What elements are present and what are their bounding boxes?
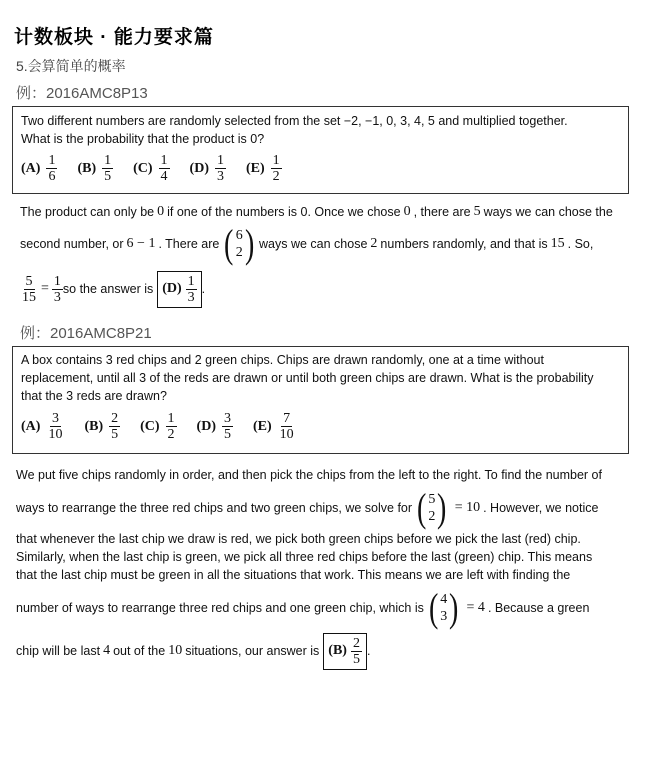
binomial: ( 5 2 ) [417,485,447,530]
solution-line: Similarly, when the last chip is green, we pick all three red chips before the last (green) chip. This means [16,550,593,564]
solution-line: number of ways to rearrange three red chips and one green chip, which is ( 4 3 ) = 4 . Because a green [16,585,590,630]
choice-e: (E) $\frac{1}{2}$ [245,153,280,184]
problem-text-line: that the 3 reds are drawn? [21,389,167,403]
solution-line: second number, or 6 − 1 . There are ( 6 2 ) ways we can chose 2 numbers randomly, and that is 15 . So, [20,221,594,266]
choice-d: (D) $\frac{1}{3}$ [189,153,224,184]
answer-choices [21,411,316,442]
choice-c: (C) $\frac{1}{2}$ [140,411,175,442]
solution-line: that the last chip must be green in all the situations that work. This means we are left with finding the [16,568,571,582]
answer-box: (D) $\frac{1}{3}$ [157,271,201,308]
choice-a: (A) $\frac{3}{10}$ [21,411,63,442]
solution-line: chip will be last 4 out of the 10 situations, our answer is (B) $\frac{2}{5}$ . [16,630,370,672]
solution-line: The product can only be 0 if one of the numbers is 0. Once we chose 0 , there are 5 ways we can chose the [20,204,613,219]
choice-b: (B) $\frac{2}{5}$ [84,411,119,442]
example-label-2: 例：2016AMC8P21 [20,325,152,342]
choice-a: (A) $\frac{1}{6}$ [21,153,56,184]
binomial: ( 6 2 ) [224,221,255,266]
problem-text-line: Two different numbers are randomly selected from the set −2, −1, 0, 3, 4, 5 and multiplied together. [21,114,568,128]
choice-c: (C) $\frac{1}{4}$ [133,153,168,184]
solution-line: $\frac{5}{15}$ = $\frac{1}{3}$ so the answer is (D) $\frac{1}{3}$ . [20,268,205,310]
binomial: ( 4 3 ) [428,585,459,630]
problem-text-line: A box contains 3 red chips and 2 green chips. Chips are drawn randomly, one at a time without [21,353,544,367]
answer-choices [21,153,302,184]
choice-b: (B) $\frac{1}{5}$ [77,153,112,184]
problem-text-line: What is the probability that the product is 0? [21,132,265,146]
page-title: 计数板块 · 能力要求篇 [14,27,214,48]
solution-line: We put five chips randomly in order, and then pick the chips from the left to the right. To find the number of [16,468,602,482]
section-subtitle: 5.会算简单的概率 [16,58,126,74]
solution-line: that whenever the last chip we draw is red, we pick both green chips before we pick the last (red) chip. [16,532,581,546]
solution-line: ways to rearrange the three red chips and two green chips, we solve for ( 5 2 ) = 10 . However, we notice [16,485,599,530]
choice-d: (D) $\frac{3}{5}$ [196,411,231,442]
problem-box-1 [12,106,629,194]
problem-box-2 [12,346,629,454]
choice-e: (E) $\frac{7}{10}$ [252,411,294,442]
problem-text-line: replacement, until all 3 of the reds are drawn or until both green chips are drawn. What is the probability [21,371,594,385]
example-label-1: 例：2016AMC8P13 [16,85,148,102]
answer-box: (B) $\frac{2}{5}$ [323,633,367,670]
